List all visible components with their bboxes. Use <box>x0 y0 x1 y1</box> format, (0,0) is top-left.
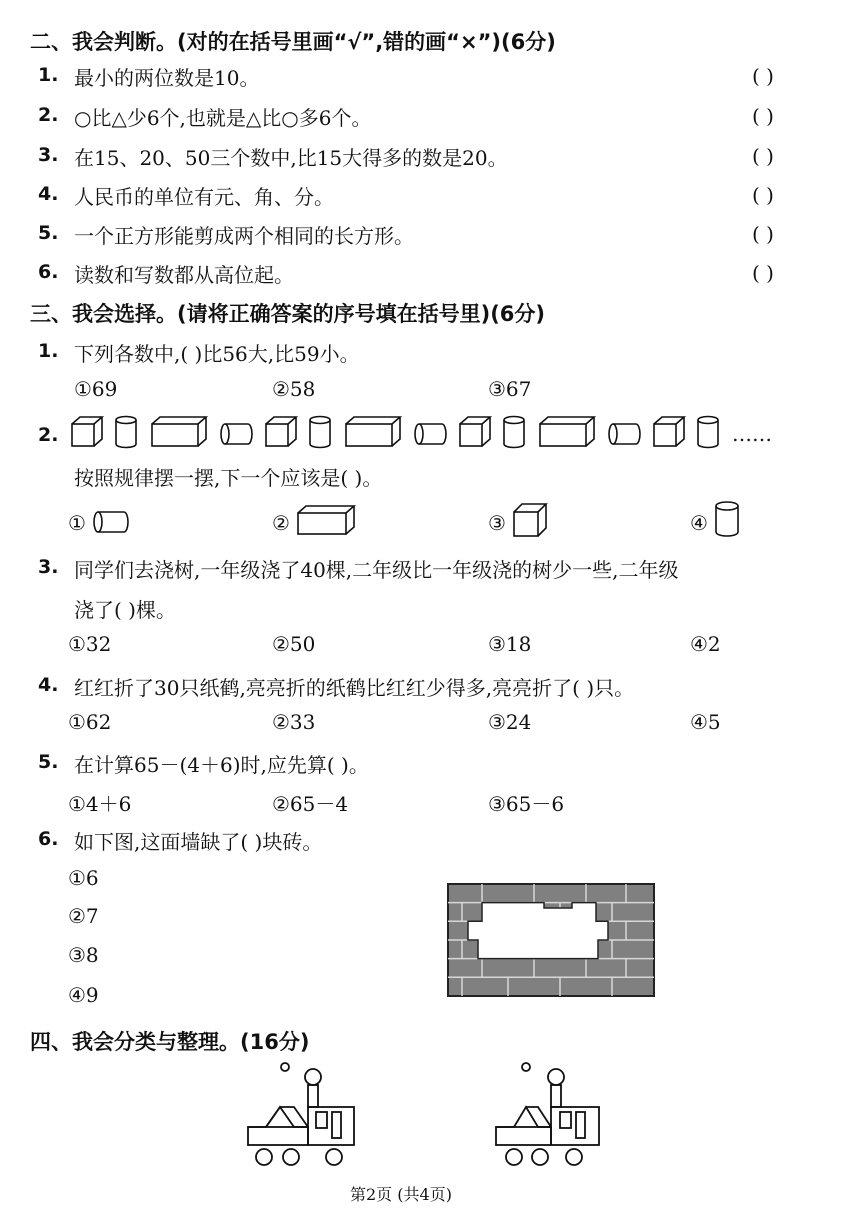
choice-q2-option-2[interactable]: ② <box>272 511 290 535</box>
cylinder-lying-icon <box>221 424 252 444</box>
choice-q1-option-1[interactable]: ①69 <box>74 377 118 401</box>
choice-q6-option-1[interactable]: ①6 <box>68 866 99 890</box>
judge-item-2-number: 2. <box>38 104 59 126</box>
choice-q3-line1: 同学们去浇树,一年级浇了40棵,二年级比一年级浇的树少一些,二年级 <box>74 558 679 582</box>
choice-q4-option-3[interactable]: ③24 <box>488 710 532 734</box>
judge-item-5-text: 一个正方形能剪成两个相同的长方形。 <box>74 224 414 248</box>
judge-item-3-number: 3. <box>38 144 59 166</box>
judge-item-6-number: 6. <box>38 261 59 283</box>
cylinder-upright-icon <box>310 417 330 448</box>
cylinder-lying-icon <box>609 424 640 444</box>
choice-q4-option-4[interactable]: ④5 <box>690 710 721 734</box>
train-figure-right <box>494 1060 606 1172</box>
choice-q2-text: 按照规律摆一摆,下一个应该是( )。 <box>74 466 383 490</box>
cuboid-icon <box>152 417 206 446</box>
choice-q2-option-3[interactable]: ③ <box>488 511 506 535</box>
section-2-header: 二、我会判断。(对的在括号里画“√”,错的画“×”)(6分) <box>30 30 556 54</box>
choice-q4-number: 4. <box>38 674 59 696</box>
choice-q2-number: 2. <box>38 424 59 446</box>
cube-icon <box>654 417 684 446</box>
option-cube-icon <box>512 502 552 538</box>
train-figure-left <box>246 1060 358 1172</box>
choice-q5-text: 在计算65－(4＋6)时,应先算( )。 <box>74 753 369 777</box>
choice-q6-number: 6. <box>38 828 59 850</box>
choice-q1-number: 1. <box>38 340 59 362</box>
choice-q6-option-4[interactable]: ④9 <box>68 983 99 1007</box>
judge-item-3-text: 在15、20、50三个数中,比15大得多的数是20。 <box>74 146 508 170</box>
judge-item-2-text: ○比△少6个,也就是△比○多6个。 <box>74 106 372 130</box>
judge-item-5-answer-box[interactable]: ( ) <box>752 222 774 246</box>
choice-q2-option-4[interactable]: ④ <box>690 511 708 535</box>
judge-item-5-number: 5. <box>38 222 59 244</box>
option-cylinder-upright-icon <box>714 500 742 540</box>
judge-item-4-answer-box[interactable]: ( ) <box>752 183 774 207</box>
judge-item-6-text: 读数和写数都从高位起。 <box>74 263 294 287</box>
choice-q5-option-1[interactable]: ①4＋6 <box>68 792 132 816</box>
cylinder-upright-icon <box>504 417 524 448</box>
judge-item-1-number: 1. <box>38 64 59 86</box>
choice-q6-option-3[interactable]: ③8 <box>68 943 99 967</box>
cuboid-icon <box>346 417 400 446</box>
choice-q1-option-3[interactable]: ③67 <box>488 377 532 401</box>
choice-q3-option-3[interactable]: ③18 <box>488 632 532 656</box>
choice-q4-option-2[interactable]: ②33 <box>272 710 316 734</box>
judge-item-1-answer-box[interactable]: ( ) <box>752 64 774 88</box>
cube-icon <box>460 417 490 446</box>
section-4-header: 四、我会分类与整理。(16分) <box>30 1030 310 1054</box>
judge-item-4-number: 4. <box>38 183 59 205</box>
choice-q3-option-4[interactable]: ④2 <box>690 632 721 656</box>
cube-icon <box>266 417 296 446</box>
choice-q1-text: 下列各数中,( )比56大,比59小。 <box>74 342 360 366</box>
cylinder-upright-icon <box>116 417 136 448</box>
choice-q5-option-2[interactable]: ②65－4 <box>272 792 349 816</box>
cylinder-upright-icon <box>698 417 718 448</box>
choice-q6-option-2[interactable]: ②7 <box>68 904 99 928</box>
choice-q6-text: 如下图,这面墙缺了( )块砖。 <box>74 830 323 854</box>
choice-q3-line2: 浇了( )棵。 <box>74 598 176 622</box>
section-3-header: 三、我会选择。(请将正确答案的序号填在括号里)(6分) <box>30 302 546 326</box>
option-cuboid-icon <box>296 504 360 536</box>
cylinder-lying-icon <box>415 424 446 444</box>
shape-pattern-sequence <box>70 414 730 454</box>
judge-item-6-answer-box[interactable]: ( ) <box>752 261 774 285</box>
choice-q2-option-1[interactable]: ① <box>68 511 86 535</box>
page-footer: 第2页 (共4页) <box>350 1185 452 1204</box>
cube-icon <box>72 417 102 446</box>
choice-q3-option-1[interactable]: ①32 <box>68 632 112 656</box>
choice-q5-number: 5. <box>38 751 59 773</box>
judge-item-2-answer-box[interactable]: ( ) <box>752 104 774 128</box>
choice-q3-option-2[interactable]: ②50 <box>272 632 316 656</box>
judge-item-3-answer-box[interactable]: ( ) <box>752 144 774 168</box>
judge-item-1-text: 最小的两位数是10。 <box>74 66 260 90</box>
choice-q3-number: 3. <box>38 556 59 578</box>
choice-q5-option-3[interactable]: ③65－6 <box>488 792 565 816</box>
judge-item-4-text: 人民币的单位有元、角、分。 <box>74 185 334 209</box>
choice-q4-text: 红红折了30只纸鹤,亮亮折的纸鹤比红红少得多,亮亮折了( )只。 <box>74 676 635 700</box>
cuboid-icon <box>540 417 594 446</box>
choice-q4-option-1[interactable]: ①62 <box>68 710 112 734</box>
pattern-ellipsis: …… <box>732 422 772 446</box>
brick-wall-figure <box>448 884 654 996</box>
option-cylinder-lying-icon <box>92 508 132 536</box>
choice-q1-option-2[interactable]: ②58 <box>272 377 316 401</box>
